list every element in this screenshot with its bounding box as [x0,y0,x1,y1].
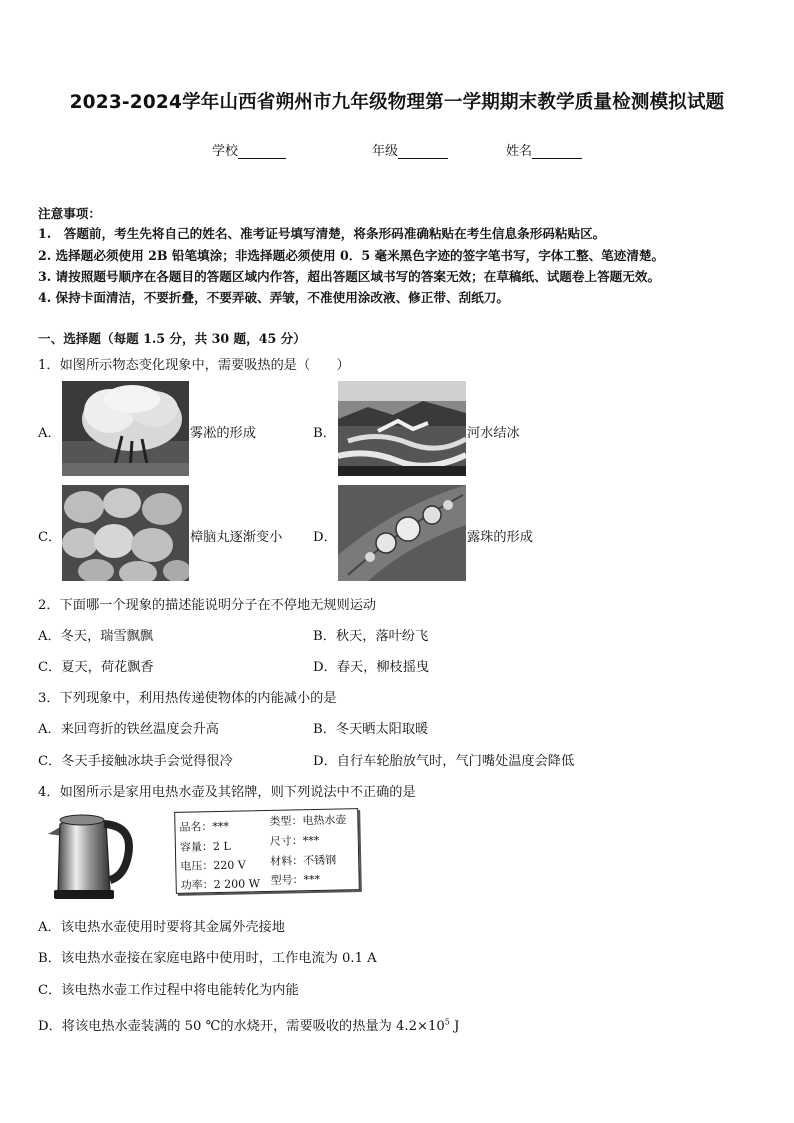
question-1-stem: 1．如图所示物态变化现象中，需要吸热的是（ ） [38,358,350,373]
q1-option-a-text: 雾凇的形成 [190,426,256,441]
q1-option-b-text: 河水结冰 [467,426,520,441]
q4-option-a: A．该电热水壶使用时要将其金属外壳接地 [38,920,285,935]
q4-option-b: B．该电热水壶接在家庭电路中使用时，工作电流为 0.1 A [38,951,377,966]
school-field[interactable] [212,140,286,159]
notice-item: 3. 请按照题号顺序在各题目的答题区域内作答，超出答题区域书写的答案无效；在草稿纸、试题卷上答题无效。 [38,269,661,284]
nameplate-type: 类型：电热水壶 [269,813,347,828]
nameplate-voltage: 电压：220 V [180,858,246,873]
name-field[interactable] [506,140,582,159]
nameplate-power: 功率：2 200 W [180,877,261,892]
electric-kettle-photo [44,806,136,902]
q3-option-a: A．来回弯折的铁丝温度会升高 [38,722,219,737]
section-heading: 一、选择题（每题 1.5 分，共 30 题，45 分） [38,331,306,346]
grade-label: 年级 [372,144,399,159]
q4-option-d-text: D．将该电热水壶装满的 50 ℃的水烧开，需要吸收的热量为 4.2×10 [38,1019,445,1034]
nameplate-capacity: 容量：2 L [179,839,231,854]
q1-option-c-text: 樟脑丸逐渐变小 [190,530,283,545]
q1-option-a-letter: A． [38,426,61,441]
nameplate-material: 材料：不锈钢 [270,853,337,868]
frozen-river-photo [338,381,466,476]
q3-option-c: C．冬天手接触冰块手会觉得很冷 [38,754,233,769]
q2-option-b: B．秋天，落叶纷飞 [313,629,429,644]
rime-frost-image [62,381,189,476]
q2-option-c: C．夏天，荷花飘香 [38,660,154,675]
question-2-stem: 2．下面哪一个现象的描述能说明分子在不停地无规则运动 [38,598,377,613]
name-blank[interactable] [532,144,582,159]
q1-option-d-letter: D． [313,530,337,545]
q2-option-d: D．春天，柳枝摇曳 [313,660,430,675]
q2-option-a: A．冬天，瑞雪飘飘 [38,629,154,644]
notice-item: 4. 保持卡面清洁，不要折叠，不要弄破、弄皱，不准使用涂改液、修正带、刮纸刀。 [38,290,509,305]
camphor-balls-photo [62,485,189,581]
question-3-stem: 3．下列现象中，利用热传递使物体的内能减小的是 [38,691,337,706]
q3-option-b: B．冬天晒太阳取暖 [313,722,429,737]
q4-option-c: C．该电热水壶工作过程中将电能转化为内能 [38,983,299,998]
q1-option-c-letter: C． [38,530,62,545]
notice-item: 1. 答题前，考生先将自己的姓名、准考证号填写清楚，将条形码准确粘贴在考生信息条形码粘贴区。 [38,226,606,241]
q4-option-d-exponent: 5 [444,1017,450,1027]
nameplate-size: 尺寸：*** [269,833,320,848]
electric-kettle-image [44,806,136,902]
grade-blank[interactable] [398,144,448,159]
exam-title: 2023-2024学年山西省朔州市九年级物理第一学期期末教学质量检测模拟试题 [69,92,725,113]
grade-field[interactable] [372,140,448,159]
rime-frost-photo [62,381,189,476]
q4-option-d [38,1015,459,1034]
notice-item: 2. 选择题必须使用 2B 铅笔填涂；非选择题必须使用 0．5 毫米黑色字迹的签字笔书写，字体工整、笔迹清楚。 [38,248,665,263]
q1-option-d-text: 露珠的形成 [467,530,533,545]
notice-heading: 注意事项： [38,206,101,221]
q3-option-d: D．自行车轮胎放气时，气门嘴处温度会降低 [313,754,575,769]
school-blank[interactable] [238,144,286,159]
nameplate-product-name: 品名：*** [179,819,230,834]
q4-option-d-unit: J [449,1019,460,1034]
dewdrop-image [338,485,466,581]
dewdrop-photo [338,485,466,581]
school-label: 学校 [212,144,239,159]
frozen-river-image [338,381,466,476]
q1-option-b-letter: B． [313,426,336,441]
kettle-nameplate [174,808,360,894]
name-label: 姓名 [506,144,533,159]
camphor-balls-image [62,485,189,581]
nameplate-model: 型号：*** [270,872,321,887]
question-4-stem: 4．如图所示是家用电热水壶及其铭牌，则下列说法中不正确的是 [38,785,416,800]
